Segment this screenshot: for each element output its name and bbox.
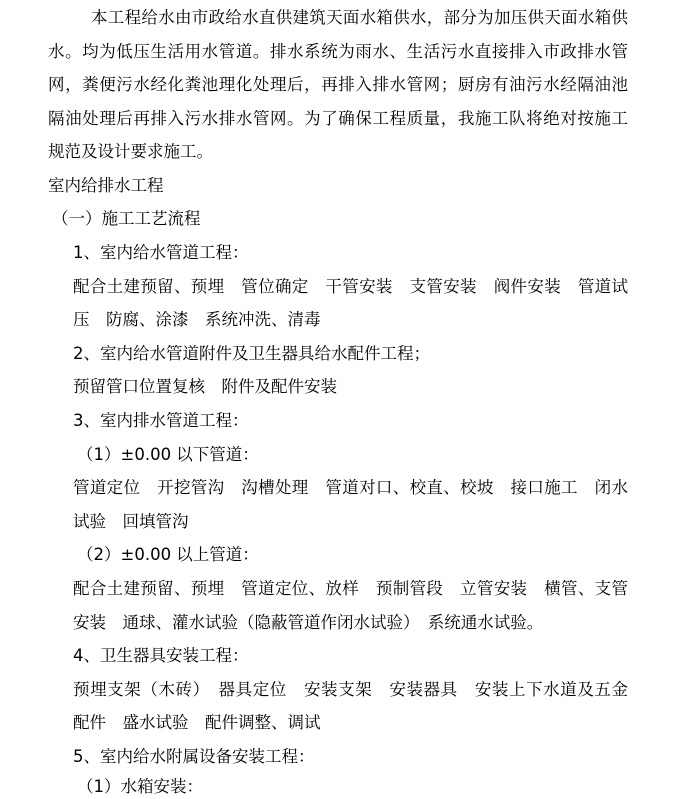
item-3-sub-2-line-2: 安装 通球、灌水试验（隐蔽管道作闭水试验） 系统通水试验。 bbox=[73, 613, 544, 632]
item-3-sub-1-heading: （1）±0.00 以下管道： bbox=[77, 445, 259, 464]
item-3-sub-2-heading: （2）±0.00 以上管道： bbox=[77, 545, 259, 564]
item-5-line-1: （1）水箱安装： bbox=[77, 777, 203, 796]
paragraph-1-line-5: 规范及设计要求施工。 bbox=[48, 142, 213, 161]
item-3-sub-1-line-2: 试验 回填管沟 bbox=[73, 512, 189, 531]
item-3-sub-1-line-1: 管道定位 开挖管沟 沟槽处理 管道对口、校直、校坡 接口施工 闭水 bbox=[73, 478, 628, 497]
section-title: 室内给排水工程 bbox=[48, 176, 164, 195]
item-2-line-1: 预留管口位置复核 附件及配件安装 bbox=[73, 377, 337, 396]
paragraph-1-line-1: 本工程给水由市政给水直供建筑天面水箱供水，部分为加压供天面水箱供 bbox=[91, 8, 628, 27]
item-3-heading: 3、室内排水管道工程： bbox=[73, 411, 249, 430]
item-4-line-2: 配件 盛水试验 配件调整、调试 bbox=[73, 713, 321, 732]
subsection-title: （一）施工工艺流程 bbox=[52, 209, 201, 228]
item-4-line-1: 预埋支架（木砖） 器具定位 安装支架 安装器具 安装上下水道及五金 bbox=[73, 680, 628, 699]
item-1-line-2: 压 防腐、涂漆 系统冲洗、清毒 bbox=[73, 310, 321, 329]
item-5-heading: 5、室内给水附属设备安装工程： bbox=[73, 747, 315, 766]
item-4-heading: 4、卫生器具安装工程： bbox=[73, 646, 249, 665]
item-1-heading: 1、室内给水管道工程： bbox=[73, 243, 249, 262]
paragraph-1-line-3: 网，粪便污水经化粪池理化处理后，再排入排水管网；厨房有油污水经隔油池 bbox=[48, 75, 628, 94]
paragraph-1-line-4: 隔油处理后再排入污水排水管网。为了确保工程质量，我施工队将绝对按施工 bbox=[48, 109, 628, 128]
item-1-line-1: 配合土建预留、预埋 管位确定 干管安装 支管安装 阀件安装 管道试 bbox=[73, 277, 628, 296]
paragraph-1-line-2: 水。均为低压生活用水管道。排水系统为雨水、生活污水直接排入市政排水管 bbox=[48, 42, 628, 61]
item-2-heading: 2、室内给水管道附件及卫生器具给水配件工程； bbox=[73, 344, 430, 363]
item-3-sub-2-line-1: 配合土建预留、预埋 管道定位、放样 预制管段 立管安装 横管、支管 bbox=[73, 579, 628, 598]
